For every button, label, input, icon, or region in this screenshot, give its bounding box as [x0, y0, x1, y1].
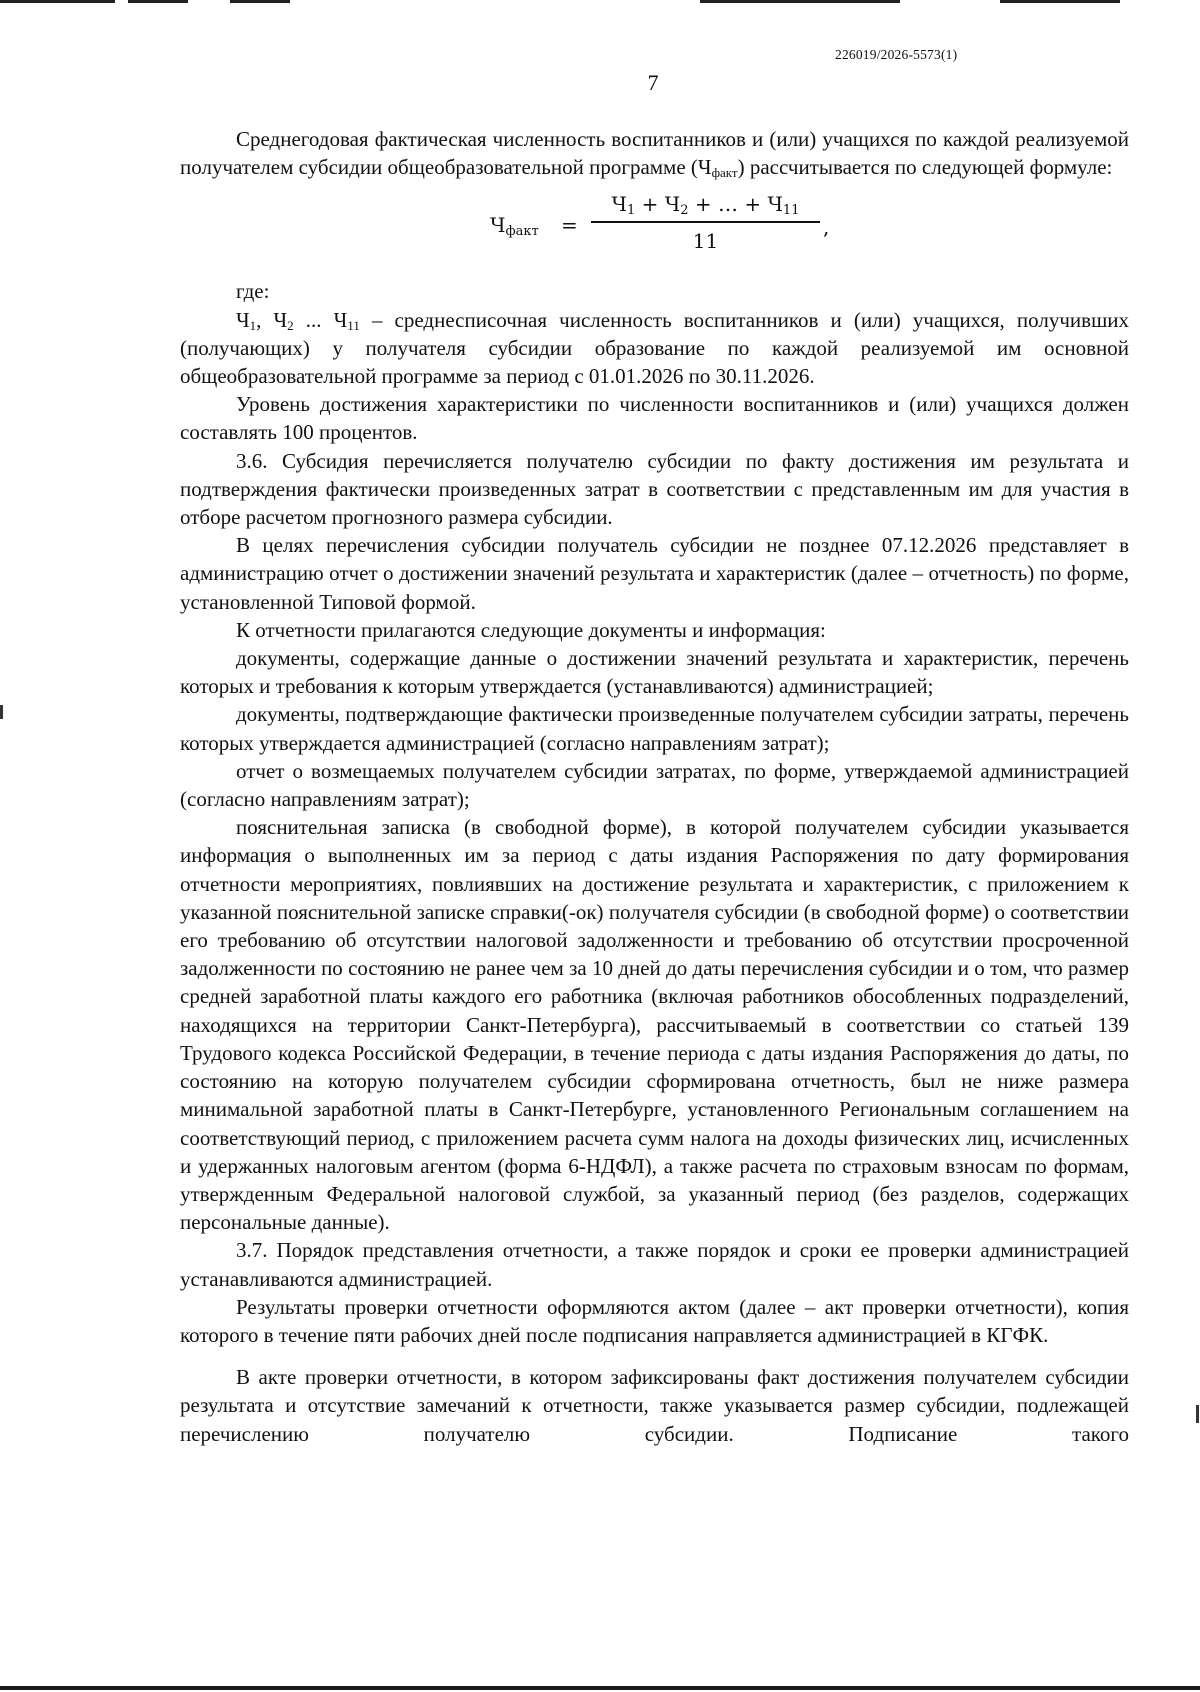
paragraph-average-count: Среднегодовая фактическая численность воспитанников и (или) учащихся по каждой реализуемой получателем субсидии общеобразовательной программе $(Ч_{факт})$ рассчитывается по следующей формуле:: [180, 127, 1129, 181]
document-id: 226019/2026-5573(1): [835, 47, 958, 62]
fraction-bar: [591, 221, 820, 223]
scan-mark-left: [0, 705, 3, 719]
paragraph-level: Уровень достижения характеристики по численности воспитанников и (или) учащихся должен составлять 100 процентов.: [180, 392, 1129, 445]
paragraph-where: где:: [236, 279, 270, 304]
page-number: 7: [647, 70, 659, 95]
paragraph-3-6: 3.6. Субсидия перечисляется получателю субсидии по факту достижения им результата и подтверждения фактически произведенных затрат в соответствии с представленным им для участия в отборе расчетом прогнозного размера субсидии.: [180, 448, 1129, 530]
formula-comma: ,: [823, 215, 830, 240]
formula-fraction: [591, 189, 820, 255]
scan-edge-bottom: [0, 1686, 1200, 1690]
scan-edge-top: [0, 0, 1200, 3]
paragraph-attached: К отчетности прилагаются следующие документы и информация:: [236, 617, 826, 642]
list-item-report: отчет о возмещаемых получателем субсидии затратах, по форме, утверждаемой администрацией (согласно направлениям затрат);: [180, 758, 1129, 812]
paragraph-gap: [180, 1349, 1129, 1363]
list-item-docs-costs: документы, подтверждающие фактически произведенные получателем субсидии затраты, перечень которых утверждается администрацией (согласно направлениям затрат);: [180, 702, 1129, 755]
list-item-docs-results: документы, содержащие данные о достижении значений результата и характеристик, перечень которых и требования к которым утверждается (устанавливаются) администрацией;: [180, 646, 1129, 699]
paragraph-act: В акте проверки отчетности, в котором зафиксированы факт достижения получателем субсидии результата и отсутствие замечаний к отчетности, также указывается размер субсидии, подлежащей перечислению получателю субсидии. Подписание такого: [180, 1365, 1129, 1446]
list-item-explanatory-note: пояснительная записка (в свободной форме), в которой получателем субсидии указывается информация о выполненных им за период с даты издания Распоряжения по дату формирования отчетности мероприятиях, повлиявших на достижение результата и характеристик, с приложением к указанной пояснительной записке справки(-ок) получателя субсидии (в свободной форме) о соответствии его требованию об отсутствии налоговой задолженности и требованию об отсутствии просроченной задолженности по состоянию не ранее чем за 10 дней до даты перечисления субсидии и о том, что размер средней заработной платы каждого его работника (включая работников обособленных подразделений, находящихся на территории Санкт-Петербурга), рассчитываемый в соответствии со статьей 139 Трудового кодекса Российской Федерации, в течение периода с даты издания Распоряжения до даты, по состоянию на которую получателем субсидии сформирована отчетность, был не ниже размера минимальной заработной платы в Санкт-Петербурге, установленного Региональным соглашением на соответствующий период, с приложением расчета сумм налога на доходы физических лиц, исчисленных и удержанных налоговым агентом (форма 6-НДФЛ), а также расчета по страховым взносам по формам, утвержденным Федеральной налоговой службой, за указанный период (без разделов, содержащих персональные данные).: [180, 815, 1129, 1235]
paragraph-purpose: В целях перечисления субсидии получатель субсидии не позднее 07.12.2026 представляет в администрацию отчет о достижении значений результата и характеристик (далее – отчетность) по форме, установленной Типовой формой.: [180, 533, 1129, 614]
paragraph-variables: $Ч_1$, $Ч_2$ ... $Ч_{11}$ – среднесписочная численность воспитанников и (или) учащихся, получивших (получающих) у получателя субсидии образование по каждой реализуемой им основной общеобразовательной программе за период с 01.01.2026 по 30.11.2026.: [180, 307, 1129, 389]
paragraph-3-7: 3.7. Порядок представления отчетности, а также порядок и сроки ее проверки администрацией устанавливаются администрацией.: [180, 1238, 1129, 1291]
scan-mark-right: [1196, 1405, 1199, 1423]
formula-numerator: $Ч_1 + Ч_2$ + … + $Ч_{11}$: [611, 192, 800, 219]
formula-equals: =: [561, 213, 578, 238]
formula-average-count: [180, 189, 1129, 259]
document-body: [180, 125, 1129, 1448]
paragraph-results: Результаты проверки отчетности оформляются актом (далее – акт проверки отчетности), копия которого в течение пяти рабочих дней после подписания направляется администрацией в КГФК.: [180, 1294, 1129, 1347]
formula-denominator: 11: [692, 228, 719, 253]
formula-lhs: $Ч_{факт}$: [490, 213, 539, 240]
